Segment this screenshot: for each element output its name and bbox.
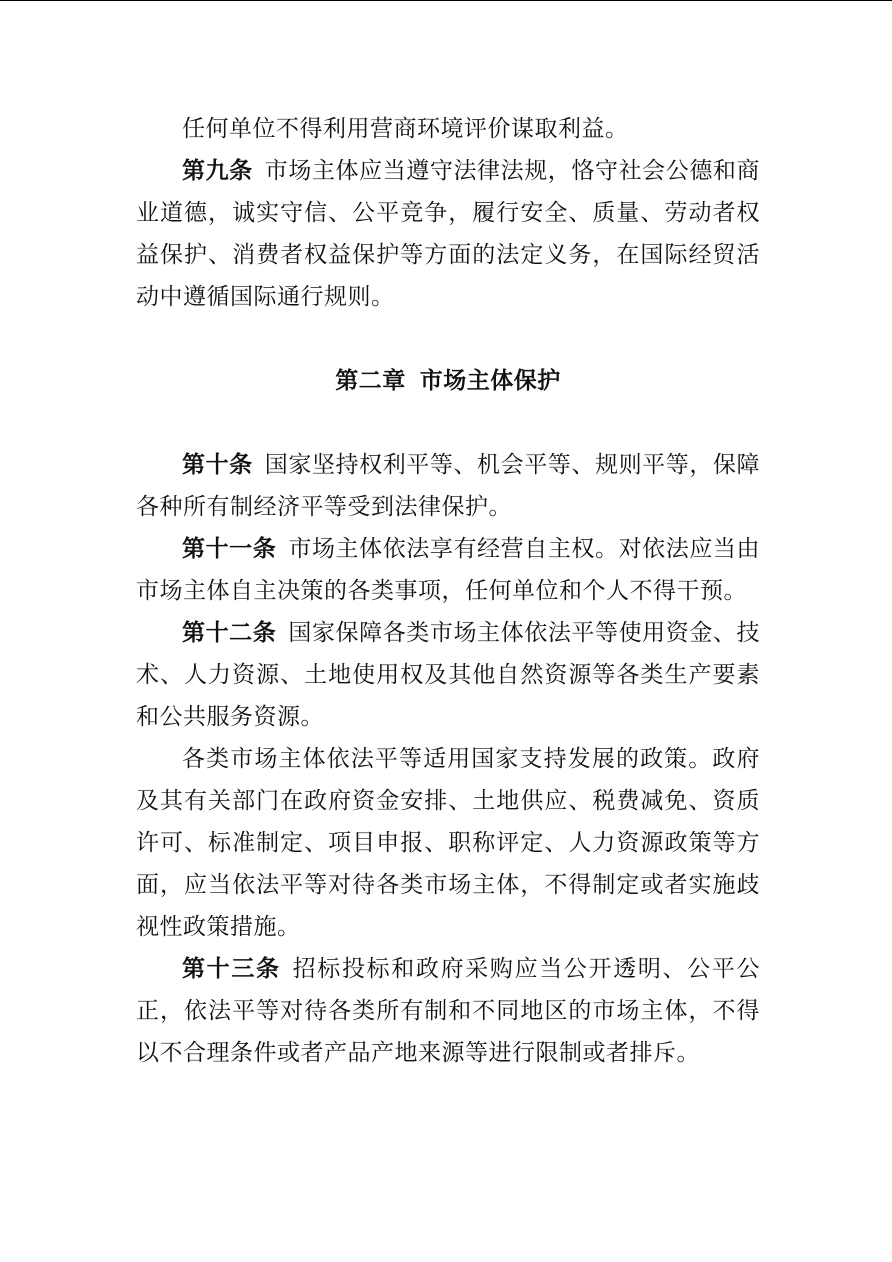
article-number: 第十一条 <box>182 535 277 562</box>
article-number: 第十条 <box>182 451 253 478</box>
document-page <box>136 108 760 1074</box>
article-text: 国家坚持权利平等、机会平等、规则平等，保障各种所有制经济平等受到法律保护。 <box>136 452 761 520</box>
paragraph-continuation <box>136 108 760 150</box>
article-text: 招标投标和政府采购应当公开透明、公平公正，依法平等对待各类所有制和不同地区的市场主体，不得以不合理条件或者产品产地来源等进行限制或者排斥。 <box>136 956 761 1066</box>
article-text: 市场主体应当遵守法律法规，恪守社会公德和商业道德，诚实守信、公平竞争，履行安全、质量、劳动者权益保护、消费者权益保护等方面的法定义务，在国际经贸活动中遵循国际通行规则。 <box>136 158 761 310</box>
chapter-heading <box>136 360 760 402</box>
article-12 <box>136 612 760 738</box>
paragraph-text: 任何单位不得利用营商环境评价谋取利益。 <box>182 116 629 142</box>
article-text: 市场主体依法享有经营自主权。对依法应当由市场主体自主决策的各类事项，任何单位和个人不得干预。 <box>136 536 761 604</box>
chapter-title: 市场主体保护 <box>419 367 561 394</box>
article-12-paragraph-2 <box>136 738 760 948</box>
article-number: 第九条 <box>182 157 253 184</box>
article-10 <box>136 444 760 528</box>
chapter-number: 第二章 <box>335 367 406 394</box>
article-13 <box>136 948 760 1074</box>
paragraph-text: 各类市场主体依法平等适用国家支持发展的政策。政府及其有关部门在政府资金安排、土地供应、税费减免、资质许可、标准制定、项目申报、职称评定、人力资源政策等方面，应当依法平等对待各类市场主体，不得制定或者实施歧视性政策措施。 <box>136 746 760 940</box>
article-9 <box>136 150 760 318</box>
article-text: 国家保障各类市场主体依法平等使用资金、技术、人力资源、土地使用权及其他自然资源等各类生产要素和公共服务资源。 <box>136 620 761 730</box>
article-number: 第十二条 <box>182 619 277 646</box>
article-11 <box>136 528 760 612</box>
page-top-border <box>0 0 892 1</box>
article-number: 第十三条 <box>182 955 281 982</box>
